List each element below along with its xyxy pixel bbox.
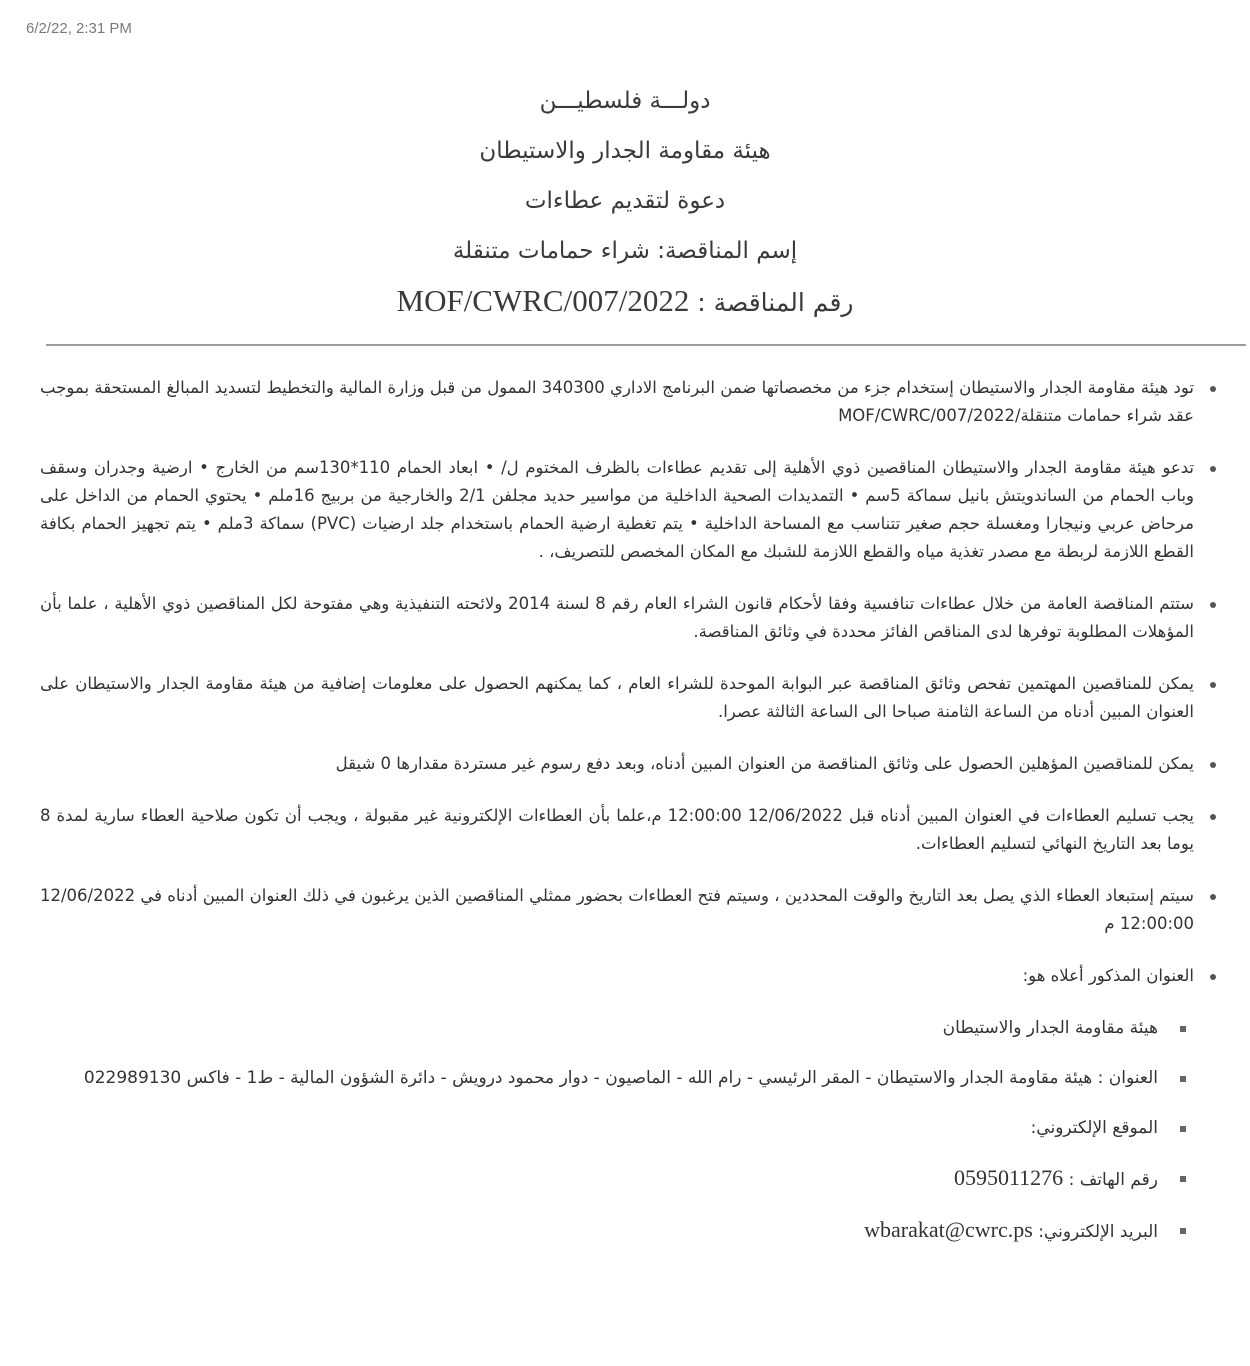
bullet-text: يجب تسليم العطاءات في العنوان المبين أدناه قبل 12/06/2022 12:00:00 م،علما بأن العطاءات الإلكترونية غير مقبولة ، ويجب أن تكون صلاحية العطاء سارية لمدة 8 يوما بعد التاريخ النهائي لتسليم العطاءات. [40, 806, 1194, 853]
email-label: البريد الإلكتروني: [1038, 1222, 1158, 1242]
website-label: الموقع الإلكتروني: [1030, 1118, 1158, 1138]
bullet-text: تدعو هيئة مقاومة الجدار والاستيطان المناقصين ذوي الأهلية إلى تقديم عطاءات بالظرف المختوم ل/ • ابعاد الحمام 110*130سم من الخارج • ارضية وجدران وسقف وباب الحمام من الساندويتش بانيل سماكة 5سم • التمديدات الصحية الداخلية من مواسير حديد مجلفن 2/1 والخارجية من بربيج 16ملم • يحتوي الحمام من الداخل على مرحاض عربي ونيجارا ومغسلة حجم صغير تتناسب مع المساحة الداخلية • يتم تغطية ارضية الحمام باستخدام جلد ارضيات (PVC) سماكة 3ملم • يتم تجهيز الحمام بكافة القطع اللازمة لربطة مع مصدر تغذية مياه والقطع اللازمة للشبك مع المكان المخصص للتصريف، . [40, 458, 1195, 561]
bullet-icon [1210, 814, 1216, 820]
print-timestamp: 6/2/22, 2:31 PM [26, 20, 132, 37]
tender-name-value: شراء حمامات متنقلة [452, 238, 650, 264]
square-bullet-icon [1180, 1228, 1186, 1234]
bullet-text: يمكن للمناقصين المؤهلين الحصول على وثائق المناقصة من العنوان المبين أدناه، وبعد دفع رسوم غير مستردة مقدارها 0 شيقل [335, 754, 1194, 773]
bullet-icon [1210, 682, 1216, 688]
email-address[interactable]: wbarakat@cwrc.ps [864, 1217, 1033, 1242]
bullet-text: يمكن للمناقصين المهتمين تفحص وثائق المناقصة عبر البوابة الموحدة للشراء العام ، كما يمكنهم الحصول على معلومات إضافية من هيئة مقاومة الجدار والاستيطان على العنوان المبين أدناه من الساعة الثامنة صباحا الى الساعة الثالثة عصرا. [40, 674, 1194, 721]
state-name: دولـــة فلسطيـــن [539, 88, 711, 114]
square-bullet-icon [1180, 1076, 1186, 1082]
bullet-icon [1210, 602, 1216, 608]
bullet-text: ستتم المناقصة العامة من خلال عطاءات تنافسية وفقا لأحكام قانون الشراء العام رقم 8 لسنة 2014 ولائحته التنفيذية وهي مفتوحة لكل المناقصين ذوي الأهلية ، علما بأن المؤهلات المطلوبة توفرها لدى المناقص الفائز محددة في وثائق المناقصة. [40, 594, 1195, 641]
address-org [40, 1014, 1222, 1042]
tender-number-label: رقم المناقصة : [697, 288, 854, 317]
bullet-icon [1210, 762, 1216, 768]
bullet-text: سيتم إستبعاد العطاء الذي يصل بعد التاريخ والوقت المحددين ، وسيتم فتح العطاءات بحضور ممثلي المناقصين الذين يرغبون في ذلك العنوان المبين أدناه في 12/06/2022 12:00:00 م [40, 886, 1194, 933]
tender-number-value: MOF/CWRC/007/2022 [396, 283, 690, 318]
tender-body [40, 360, 1222, 1268]
bullet-submission-deadline [40, 802, 1222, 858]
bullet-icon [1210, 894, 1216, 900]
bullet-bid-opening [40, 882, 1222, 938]
address-line [40, 1064, 1222, 1092]
tender-number [0, 276, 1250, 326]
invitation-title: دعوة لتقديم عطاءات [524, 188, 726, 214]
address-org-text: هيئة مقاومة الجدار والاستيطان [942, 1018, 1158, 1038]
address-phone [40, 1164, 1222, 1194]
bullet-address-heading [40, 962, 1222, 990]
bullet-icon [1210, 974, 1216, 980]
address-website [40, 1114, 1222, 1142]
square-bullet-icon [1180, 1176, 1186, 1182]
tender-name-label: إسم المناقصة: [657, 238, 798, 264]
square-bullet-icon [1180, 1026, 1186, 1032]
agency-name: هيئة مقاومة الجدار والاستيطان [479, 138, 771, 164]
phone-label: رقم الهاتف : [1068, 1170, 1158, 1190]
address-line-text: العنوان : هيئة مقاومة الجدار والاستيطان - المقر الرئيسي - رام الله - الماصيون - دوار محمود درويش - دائرة الشؤون المالية - ط1 - فاكس 022989130 [83, 1068, 1158, 1088]
bullet-icon [1210, 386, 1216, 392]
address-email [40, 1216, 1222, 1246]
bullet-document-review [40, 670, 1222, 726]
bullet-funding [40, 374, 1222, 430]
document-header [0, 76, 1250, 326]
phone-number: 0595011276 [953, 1165, 1064, 1190]
bullet-procurement-law [40, 590, 1222, 646]
bullet-icon [1210, 466, 1216, 472]
header-divider [46, 344, 1246, 346]
square-bullet-icon [1180, 1126, 1186, 1132]
bullet-specifications [40, 454, 1222, 566]
tender-name [0, 226, 1250, 276]
bullet-text: العنوان المذكور أعلاه هو: [1022, 966, 1194, 985]
bullet-text: تود هيئة مقاومة الجدار والاستيطان إستخدام جزء من مخصصاتها ضمن البرنامج الاداري 340300 الممول من قبل وزارة المالية والتخطيط لتسديد المبالغ المستحقة بموجب عقد شراء حمامات متنقلة/MOF/CWRC/007/2022 [40, 378, 1194, 425]
bullet-document-fee [40, 750, 1222, 778]
